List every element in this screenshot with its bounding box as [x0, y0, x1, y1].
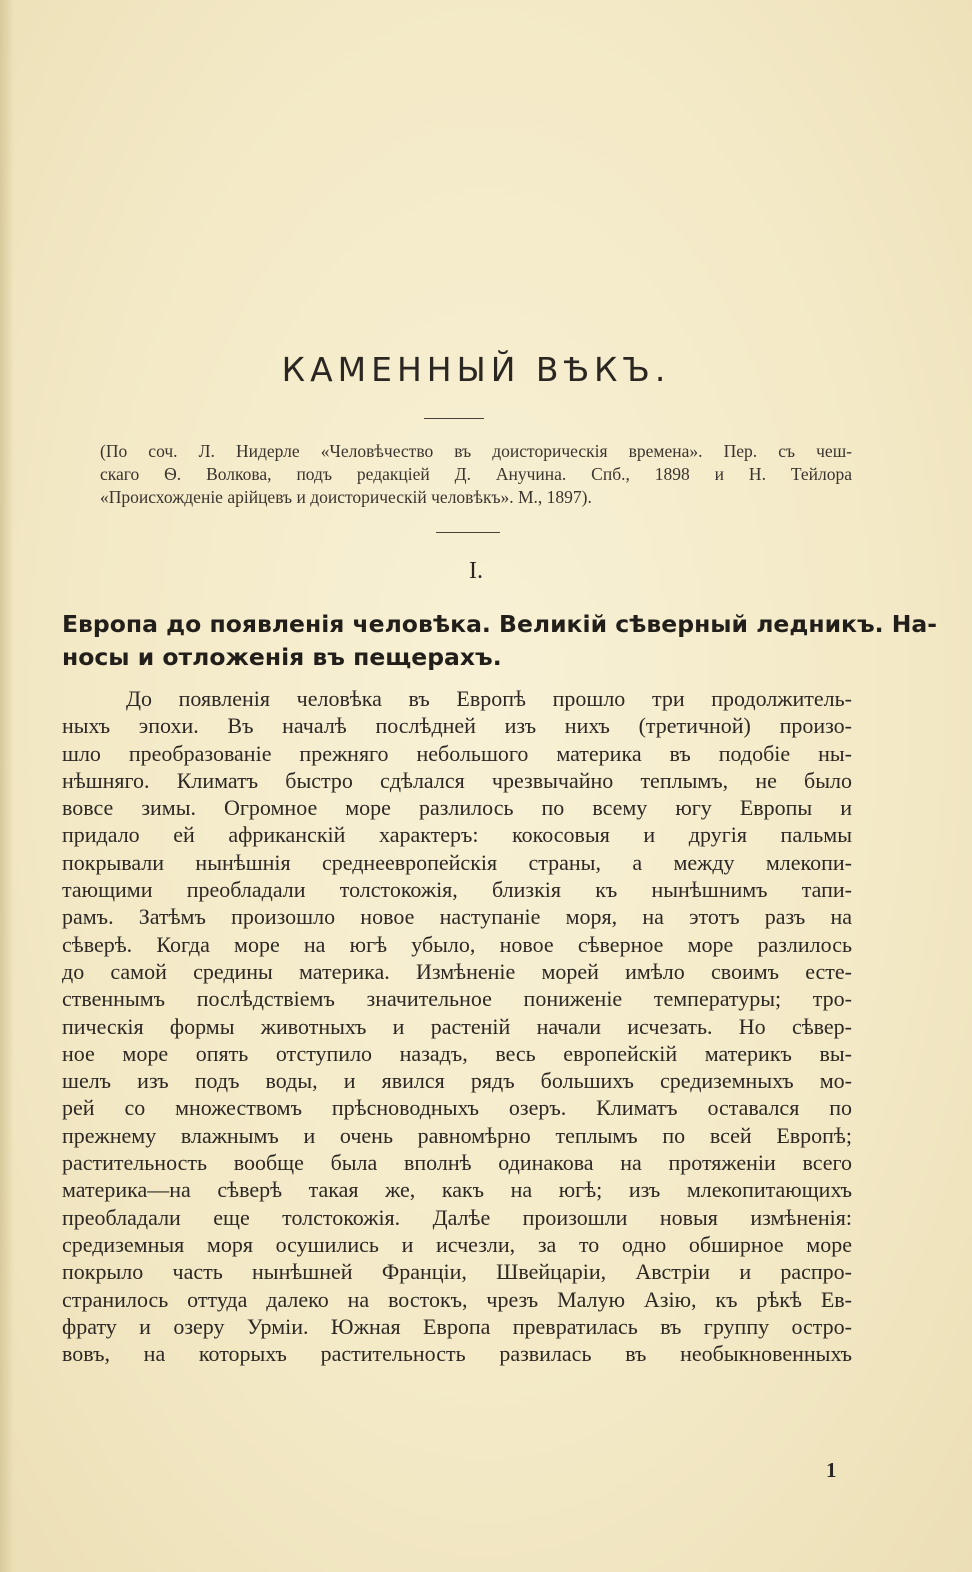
text-line: до самой средины материка. Измѣненіе морей имѣло своимъ есте-: [62, 958, 852, 984]
heading-line: носы и отложенія въ пещерахъ.: [62, 643, 502, 671]
text-line: придало ей африканскій характеръ: кокосовыя и другія пальмы: [62, 822, 852, 848]
text-line: рамъ. Затѣмъ произошло новое наступаніе моря, на этотъ разъ на: [62, 904, 852, 930]
chapter-number: I.: [469, 558, 483, 584]
title-divider: [424, 418, 484, 419]
text-line: шелъ изъ подъ воды, и явился рядъ большихъ средиземныхъ мо-: [62, 1068, 852, 1094]
book-page: [62, 0, 938, 1572]
text-line: вовъ, на которыхъ растительность развилась въ необыкновенныхъ: [62, 1341, 852, 1367]
source-citation: [100, 440, 852, 509]
text-line: фрату и озеру Урміи. Южная Европа превратилась въ группу остро-: [62, 1313, 852, 1339]
text-line: До появленія человѣка въ Европѣ прошло три продолжитель-: [126, 686, 852, 711]
heading-line: Европа до появленія человѣка. Великій сѣверный ледникъ. На-: [62, 610, 938, 638]
body-paragraph: [62, 685, 852, 1367]
source-line: скаго Ѳ. Волкова, подъ редакціей Д. Анучина. Спб., 1898 и Н. Тейлора: [100, 464, 852, 484]
text-line: тающими преобладали толстокожія, близкія къ нынѣшнимъ тапи-: [62, 877, 852, 903]
text-line: средиземныя моря осушились и исчезли, за то одно обширное море: [62, 1231, 852, 1257]
text-line: нѣшняго. Климатъ быстро сдѣлался чрезвычайно теплымъ, не было: [62, 767, 852, 793]
chapter-title: КАМЕННЫЙ ВѢКЪ.: [281, 350, 671, 389]
text-line: рей со множествомъ прѣсноводныхъ озеръ. Климатъ оставался по: [62, 1095, 852, 1121]
source-line: «Происхожденіе арійцевъ и доисторическій человѣкъ». М., 1897).: [100, 487, 592, 507]
text-line: ственнымъ послѣдствіемъ значительное пониженіе температуры; тро-: [62, 986, 852, 1012]
text-line: преобладали еще толстокожія. Далѣе произошли новыя измѣненія:: [62, 1204, 852, 1230]
text-line: вовсе зимы. Огромное море разлилось по всему югу Европы и: [62, 795, 852, 821]
source-line: (По соч. Л. Нидерле «Человѣчество въ доисторическія времена». Пер. съ чеш-: [100, 441, 852, 461]
citation-divider: [436, 532, 500, 533]
text-line: пическія формы животныхъ и растеній начали исчезать. Но сѣвер-: [62, 1013, 852, 1039]
text-line: шло преобразованіе прежняго небольшого материка въ подобіе ны-: [62, 740, 852, 766]
text-line: покрыло часть нынѣшней Франціи, Швейцаріи, Австріи и распро-: [62, 1259, 852, 1285]
text-line: материка—на сѣверѣ такая же, какъ на югѣ; изъ млекопитающихъ: [62, 1177, 852, 1203]
page-shadow-edge: [0, 0, 14, 1572]
text-line: сѣверѣ. Когда море на югѣ убыло, новое сѣверное море разлилось: [62, 931, 852, 957]
text-line: странилось оттуда далеко на востокъ, чрезъ Малую Азію, къ рѣкѣ Ев-: [62, 1286, 852, 1312]
section-heading: [62, 608, 938, 674]
text-line: растительность вообще была вполнѣ одинакова на протяженіи всего: [62, 1150, 852, 1176]
text-line: ныхъ эпохи. Въ началѣ послѣдней изъ нихъ (третичной) произо-: [62, 713, 852, 739]
text-line: прежнему влажнымъ и очень равномѣрно теплымъ по всей Европѣ;: [62, 1122, 852, 1148]
text-line: покрывали нынѣшнія среднеевропейскія страны, а между млекопи-: [62, 849, 852, 875]
page-number: 1: [826, 1458, 837, 1482]
text-line: ное море опять отступило назадъ, весь европейскій материкъ вы-: [62, 1040, 852, 1066]
